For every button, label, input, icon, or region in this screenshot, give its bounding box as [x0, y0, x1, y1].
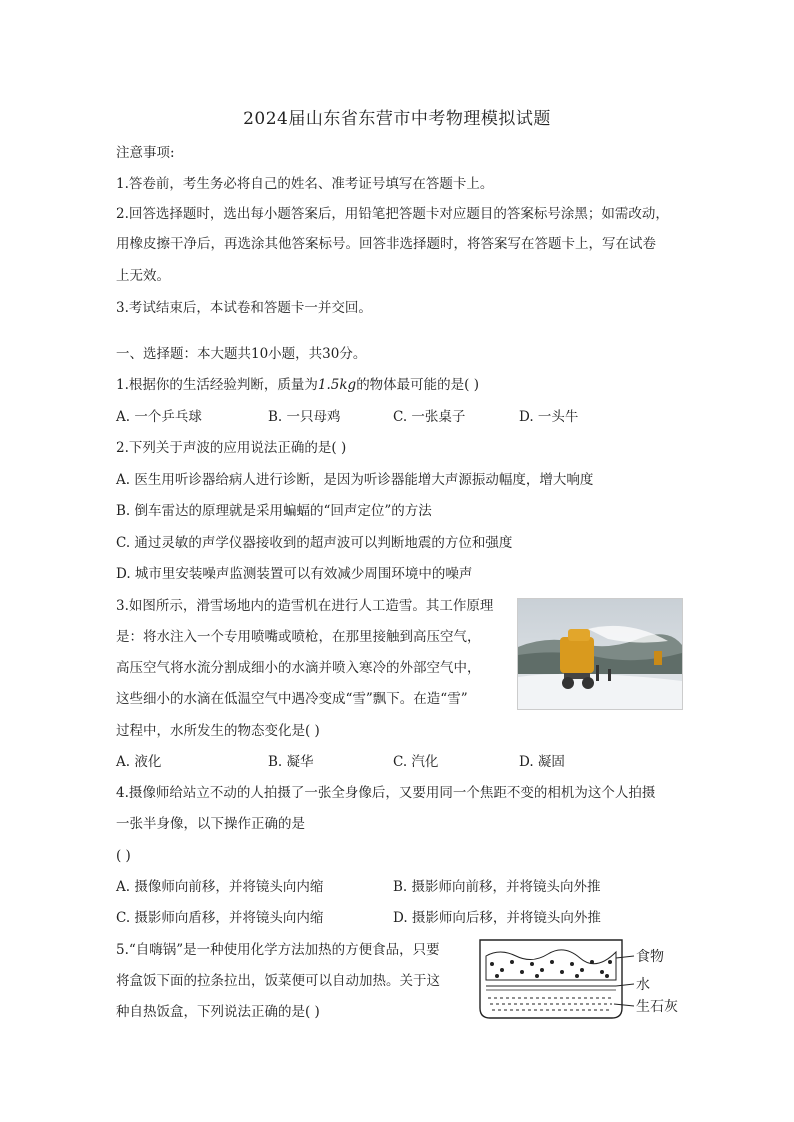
notice-item: 用橡皮擦干净后，再选涂其他答案标号。回答非选择题时，将答案写在答题卡上，写在试卷 — [116, 236, 656, 252]
question-2-option-d: D. 城市里安装噪声监测装置可以有效减少周围环境中的噪声 — [116, 566, 473, 582]
notice-item: 1.答卷前，考生务必将自己的姓名、准考证号填写在答题卡上。 — [116, 176, 494, 192]
question-5-stem-line: 5.“自嗨锅”是一种使用化学方法加热的方便食品，只要 — [116, 942, 440, 958]
question-3-stem-line: 过程中，水所发生的物态变化是( ) — [116, 723, 320, 739]
question-1-option-a: A. 一个乒乓球 — [116, 409, 202, 425]
question-3-stem-line: 是：将水注入一个专用喷嘴或喷枪，在那里接触到高压空气， — [116, 629, 481, 645]
question-4-stem-line: ( ) — [116, 848, 131, 864]
question-4-stem-line: 一张半身像，以下操作正确的是 — [116, 816, 305, 832]
notice-heading: 注意事项: — [116, 145, 175, 161]
question-3-option-c: C. 汽化 — [393, 754, 439, 770]
question-2-stem: 2.下列关于声波的应用说法正确的是( ) — [116, 440, 347, 456]
question-4-option-c: C. 摄影师向盾移，并将镜头向内缩 — [116, 910, 324, 926]
question-5-stem-line: 将盒饭下面的拉条拉出，饭菜便可以自动加热。关于这 — [116, 973, 440, 989]
question-4-option-a: A. 摄像师向前移，并将镜头向内缩 — [116, 879, 324, 895]
question-3-option-a: A. 液化 — [116, 754, 162, 770]
diagram-label-food: 食物 — [636, 949, 664, 965]
diagram-label-water: 水 — [636, 977, 650, 993]
notice-item: 3.考试结束后，本试卷和答题卡一并交回。 — [116, 300, 372, 316]
question-1-option-c: C. 一张桌子 — [393, 409, 466, 425]
question-1-mass: 1.5kg — [317, 377, 357, 393]
question-4-option-b: B. 摄影师向前移，并将镜头向外推 — [393, 879, 601, 895]
question-4-option-d: D. 摄影师向后移，并将镜头向外推 — [393, 910, 601, 926]
question-5-stem-line: 种自热饭盒，下列说法正确的是( ) — [116, 1004, 320, 1020]
question-3-stem-line: 这些细小的水滴在低温空气中遇冷变成“雪”飘下。在造“雪” — [116, 691, 468, 707]
question-4-stem-line: 4.摄像师给站立不动的人拍摄了一张全身像后，又要用同一个焦距不变的相机为这个人拍摄 — [116, 785, 656, 801]
section-heading: 一、选择题：本大题共10小题，共30分。 — [116, 346, 367, 362]
question-3-stem-line: 高压空气将水流分割成细小的水滴并喷入寒冷的外部空气中， — [116, 660, 481, 676]
self-heating-box-drawing — [476, 934, 696, 1024]
snow-machine-photo — [517, 598, 683, 710]
diagram-label-quicklime: 生石灰 — [636, 999, 678, 1015]
question-3-stem-line: 3.如图所示，滑雪场地内的造雪机在进行人工造雪。其工作原理 — [116, 598, 494, 614]
page-title: 2024届山东省东营市中考物理模拟试题 — [243, 109, 551, 129]
question-1-option-d: D. 一头牛 — [519, 409, 579, 425]
self-heating-box-diagram — [476, 934, 696, 1024]
question-1-stem-after: 的物体最可能的是( ) — [356, 377, 480, 393]
question-2-option-b: B. 倒车雷达的原理就是采用蝙蝠的“回声定位”的方法 — [116, 503, 432, 519]
notice-item: 上无效。 — [116, 268, 170, 284]
question-2-option-c: C. 通过灵敏的声学仪器接收到的超声波可以判断地震的方位和强度 — [116, 535, 513, 551]
snow-machine-illustration — [518, 599, 682, 709]
question-3-option-b: B. 凝华 — [268, 754, 314, 770]
question-1-option-b: B. 一只母鸡 — [268, 409, 341, 425]
question-1-stem-before: 1.根据你的生活经验判断，质量为 — [116, 377, 318, 393]
question-2-option-a: A. 医生用听诊器给病人进行诊断，是因为听诊器能增大声源振动幅度，增大响度 — [116, 472, 594, 488]
question-1-stem — [116, 375, 479, 395]
question-3-option-d: D. 凝固 — [519, 754, 565, 770]
notice-item: 2.回答选择题时，选出每小题答案后，用铅笔把答题卡对应题目的答案标号涂黑；如需改动， — [116, 206, 669, 222]
